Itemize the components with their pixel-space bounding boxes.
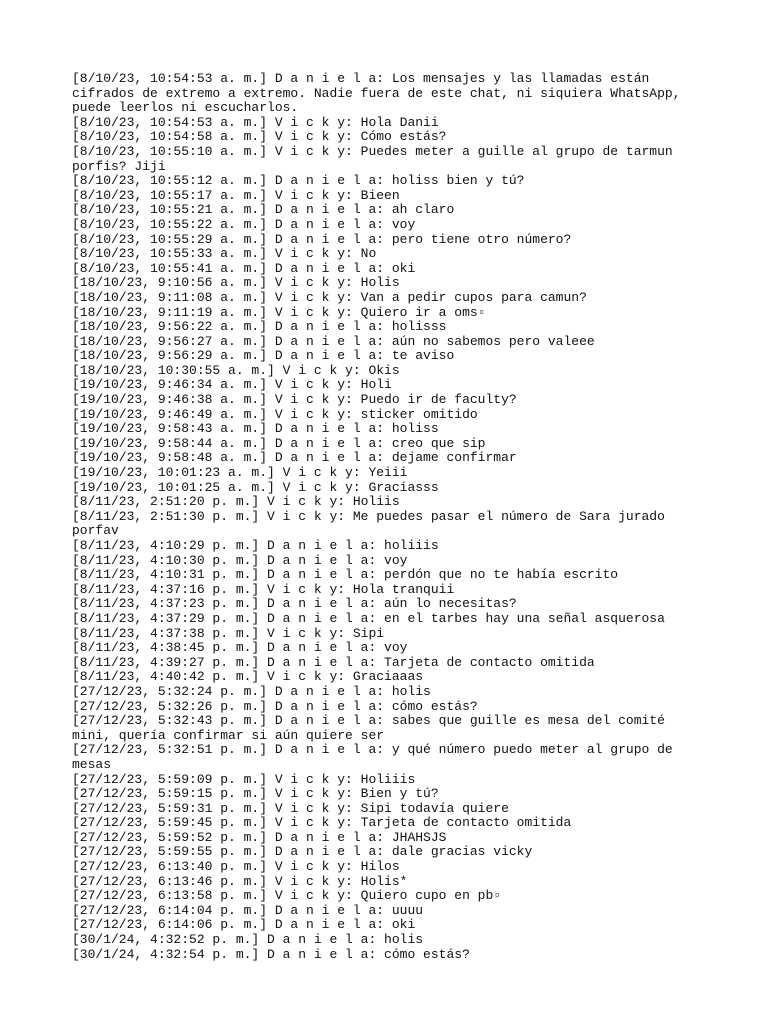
chat-message-line: [8/11/23, 2:51:20 p. m.] V i c k y: Holiis — [72, 494, 400, 510]
chat-message-line: [8/10/23, 10:55:41 a. m.] D a n i e l a: oki — [72, 260, 416, 276]
chat-message-line: [8/10/23, 10:54:58 a. m.] V i c k y: Cómo estás? — [72, 129, 447, 145]
chat-message-line: [27/12/23, 6:14:04 p. m.] D a n i e l a: uuuu — [72, 902, 424, 918]
chat-message-line: [8/10/23, 10:55:21 a. m.] D a n i e l a: ah claro — [72, 202, 455, 218]
chat-message-line: [18/10/23, 9:56:27 a. m.] D a n i e l a: aún no sabemos pero valeee — [72, 333, 595, 349]
chat-message-line: [8/11/23, 4:37:38 p. m.] V i c k y: Sipi — [72, 625, 385, 641]
chat-message-line: [30/1/24, 4:32:54 p. m.] D a n i e l a: cómo estás? — [72, 946, 470, 962]
chat-message-line: [18/10/23, 9:56:22 a. m.] D a n i e l a: holisss — [72, 319, 447, 335]
chat-message-line: [27/12/23, 5:32:43 p. m.] D a n i e l a: sabes que guille es mesa del comité mini, quería confirmar si aún quiere ser — [72, 713, 673, 743]
chat-message-line: [18/10/23, 9:11:19 a. m.] V i c k y: Quiero ir a oms▫ — [72, 304, 486, 320]
chat-message-line: [8/10/23, 10:55:29 a. m.] D a n i e l a: pero tiene otro número? — [72, 231, 572, 247]
chat-message-line: [8/11/23, 4:10:31 p. m.] D a n i e l a: perdón que no te había escrito — [72, 567, 619, 583]
chat-message-line: [19/10/23, 9:58:44 a. m.] D a n i e l a: creo que sip — [72, 435, 486, 451]
chat-message-line: [19/10/23, 9:46:38 a. m.] V i c k y: Puedo ir de faculty? — [72, 392, 517, 408]
chat-message-line: [19/10/23, 9:46:34 a. m.] V i c k y: Holi — [72, 377, 392, 393]
chat-message-line: [27/12/23, 5:32:24 p. m.] D a n i e l a: holis — [72, 683, 431, 699]
chat-message-line: [8/11/23, 4:40:42 p. m.] V i c k y: Graciaaas — [72, 669, 424, 685]
chat-message-line: [18/10/23, 10:30:55 a. m.] V i c k y: Okis — [72, 362, 400, 378]
chat-message-line: [19/10/23, 10:01:25 a. m.] V i c k y: Graciasss — [72, 479, 439, 495]
chat-message-line: [27/12/23, 5:32:51 p. m.] D a n i e l a: y qué número puedo meter al grupo de mesas — [72, 742, 681, 772]
chat-message-line: [8/10/23, 10:55:17 a. m.] V i c k y: Bieen — [72, 187, 400, 203]
chat-message-line: [8/11/23, 4:37:29 p. m.] D a n i e l a: en el tarbes hay una señal asquerosa — [72, 610, 665, 626]
chat-message-line: [27/12/23, 6:14:06 p. m.] D a n i e l a: oki — [72, 917, 416, 933]
chat-message-line: [8/11/23, 4:37:16 p. m.] V i c k y: Hola tranquii — [72, 581, 455, 597]
chat-message-line: [8/10/23, 10:55:22 a. m.] D a n i e l a: voy — [72, 216, 416, 232]
chat-message-line: [18/10/23, 9:10:56 a. m.] V i c k y: Holis — [72, 275, 400, 291]
chat-message-line: [27/12/23, 5:59:09 p. m.] V i c k y: Holiiis — [72, 771, 416, 787]
chat-message-line: [19/10/23, 10:01:23 a. m.] V i c k y: Yeiii — [72, 465, 408, 481]
chat-message-line: [27/12/23, 6:13:58 p. m.] V i c k y: Quiero cupo en pb▫ — [72, 888, 502, 904]
chat-message-line: [8/11/23, 4:10:29 p. m.] D a n i e l a: holiiis — [72, 538, 439, 553]
chat-message-line: [8/11/23, 2:51:30 p. m.] V i c k y: Me puedes pasar el número de Sara jurado porfav — [72, 508, 673, 539]
chat-message-line: [8/11/23, 4:10:30 p. m.] D a n i e l a: voy — [72, 552, 408, 568]
chat-message-line: [27/12/23, 5:59:31 p. m.] V i c k y: Sipi todavía quiere — [72, 800, 509, 816]
chat-message-line: [27/12/23, 5:59:52 p. m.] D a n i e l a: JHAHSJS — [72, 829, 447, 845]
chat-message-line: [27/12/23, 5:59:15 p. m.] V i c k y: Bien y tú? — [72, 786, 439, 802]
chat-message-line: [8/10/23, 10:55:10 a. m.] V i c k y: Puedes meter a guille al grupo de tarmun porfis? Jiji — [72, 143, 681, 174]
chat-message-line: [27/12/23, 5:59:55 p. m.] D a n i e l a: dale gracias vicky — [72, 844, 533, 860]
chat-message-line: [8/10/23, 10:54:53 a. m.] V i c k y: Hola Danii — [72, 114, 439, 130]
chat-message-line: [19/10/23, 9:58:48 a. m.] D a n i e l a: dejame confirmar — [72, 450, 517, 466]
chat-message-line: [27/12/23, 5:32:26 p. m.] D a n i e l a: cómo estás? — [72, 698, 478, 714]
chat-message-line: [27/12/23, 5:59:45 p. m.] V i c k y: Tarjeta de contacto omitida — [72, 815, 572, 831]
chat-message-line: [18/10/23, 9:56:29 a. m.] D a n i e l a: te aviso — [72, 348, 455, 364]
chat-message-line: [27/12/23, 6:13:46 p. m.] V i c k y: Holis* — [72, 873, 408, 889]
chat-message-line: [8/11/23, 4:38:45 p. m.] D a n i e l a: voy — [72, 640, 408, 656]
chat-message-line: [19/10/23, 9:58:43 a. m.] D a n i e l a: holiss — [72, 421, 439, 437]
chat-message-line: [8/11/23, 4:39:27 p. m.] D a n i e l a: Tarjeta de contacto omitida — [72, 654, 595, 670]
chat-message-line: [18/10/23, 9:11:08 a. m.] V i c k y: Van a pedir cupos para camun? — [72, 289, 587, 305]
chat-message-line: [8/10/23, 10:54:53 a. m.] D a n i e l a: Los mensajes y las llamadas están cifrados de extremo a extremo. Nadie fuera de este chat, ni siquiera WhatsApp, puede leerlos ni escucharlos. — [72, 71, 689, 116]
chat-message-line: [19/10/23, 9:46:49 a. m.] V i c k y: sticker omitido — [72, 406, 478, 422]
chat-transcript — [72, 72, 700, 962]
chat-message-line: [8/10/23, 10:55:12 a. m.] D a n i e l a: holiss bien y tú? — [72, 173, 525, 189]
chat-message-line: [27/12/23, 6:13:40 p. m.] V i c k y: Hilos — [72, 859, 400, 875]
chat-message-line: [8/10/23, 10:55:33 a. m.] V i c k y: No — [72, 246, 377, 262]
chat-message-line: [8/11/23, 4:37:23 p. m.] D a n i e l a: aún lo necesitas? — [72, 596, 517, 612]
chat-message-line: [30/1/24, 4:32:52 p. m.] D a n i e l a: holis — [72, 932, 424, 948]
